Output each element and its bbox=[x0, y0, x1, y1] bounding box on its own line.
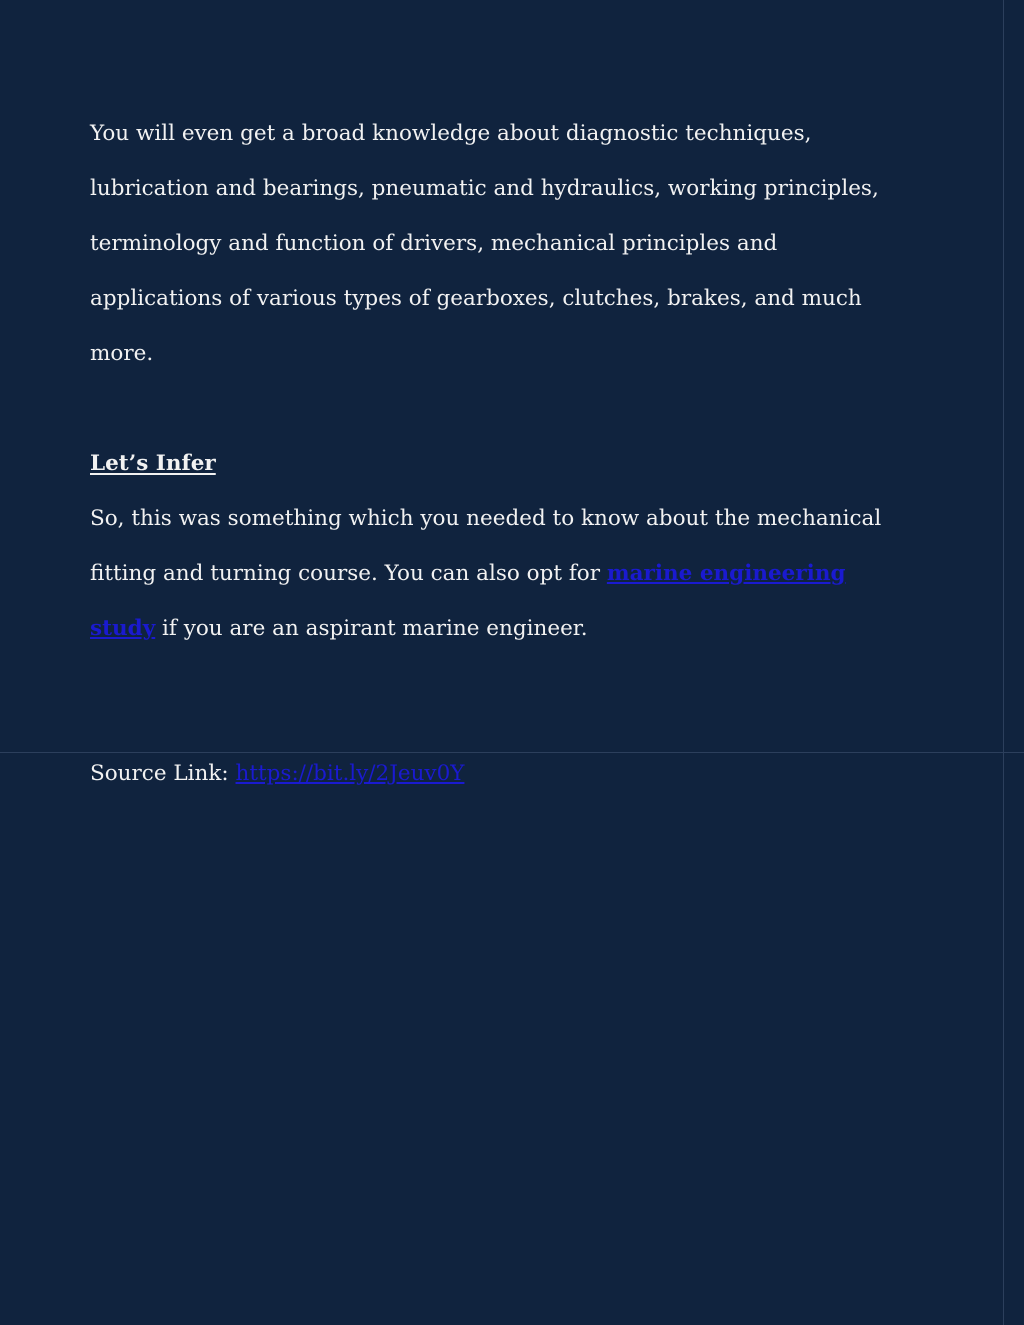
source-line bbox=[90, 746, 464, 801]
paragraph-line: You will even get a broad knowledge about diagnostic techniques, bbox=[90, 121, 812, 146]
paragraph-line: more. bbox=[90, 341, 154, 366]
page-edge-vertical-line bbox=[1003, 0, 1004, 1325]
source-url-link[interactable]: https://bit.ly/2Jeuv0Y bbox=[235, 761, 465, 786]
paragraph-line bbox=[90, 546, 950, 601]
section-heading-line bbox=[90, 436, 950, 491]
marine-engineering-link-continued[interactable]: study bbox=[90, 616, 156, 641]
source-label: Source Link: bbox=[90, 761, 236, 786]
marine-engineering-link[interactable]: marine engineering bbox=[606, 561, 846, 586]
paragraph-line: lubrication and bearings, pneumatic and hydraulics, working principles, bbox=[90, 176, 879, 201]
infer-section bbox=[90, 436, 950, 656]
paragraph-spacer bbox=[90, 381, 950, 436]
intro-paragraph bbox=[90, 106, 950, 381]
paragraph-line: So, this was something which you needed to know about the mechanical bbox=[90, 506, 882, 531]
paragraph-line: applications of various types of gearboxes, clutches, brakes, and much bbox=[90, 286, 862, 311]
paragraph-text: fitting and turning course. You can also opt for bbox=[90, 561, 607, 586]
paragraph-line bbox=[90, 601, 950, 656]
section-heading: Let’s Infer bbox=[90, 451, 216, 476]
paragraph-line: terminology and function of drivers, mechanical principles and bbox=[90, 231, 778, 256]
document-body bbox=[90, 106, 950, 656]
paragraph-text: if you are an aspirant marine engineer. bbox=[155, 616, 588, 641]
